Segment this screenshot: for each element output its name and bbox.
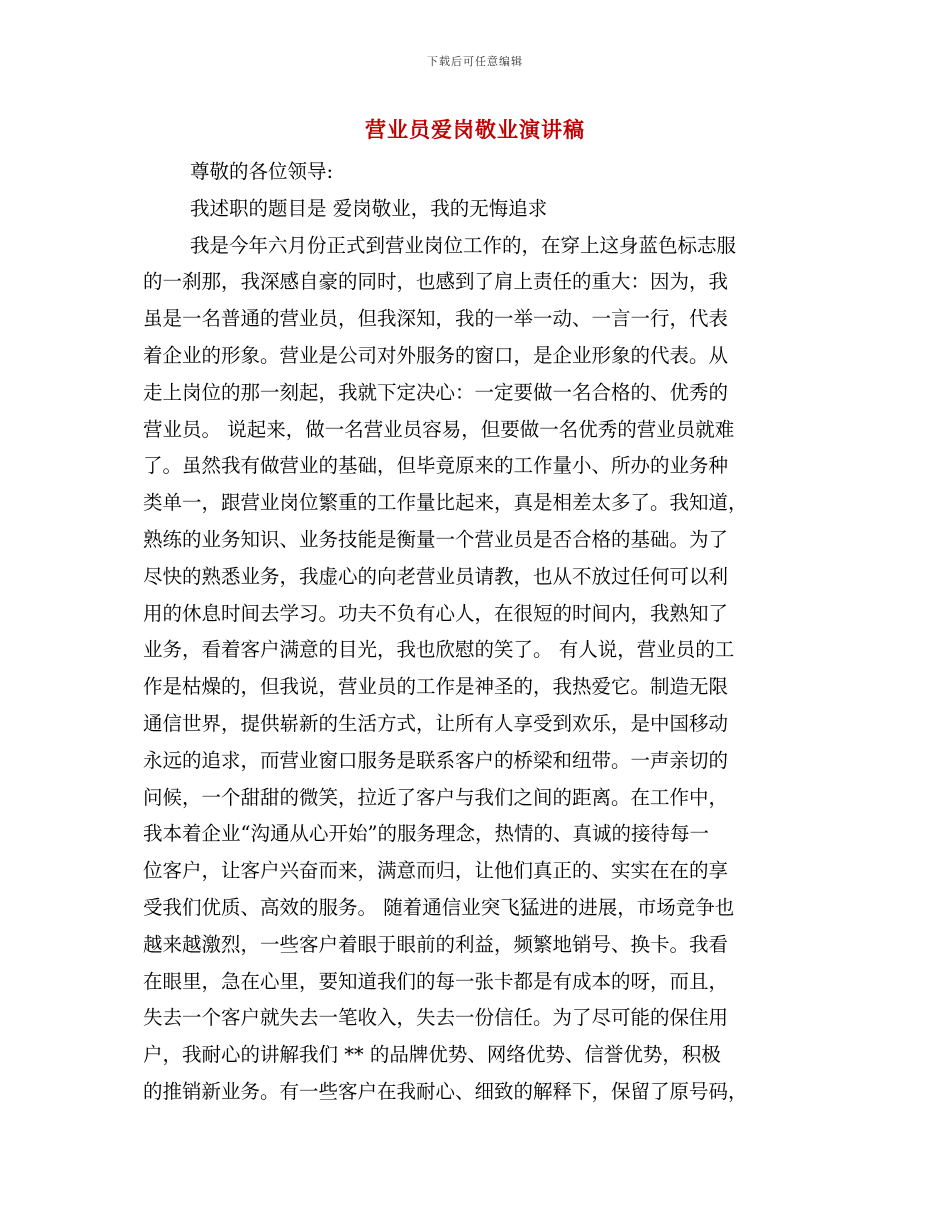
paragraph-line: 的推销新业务。有一些客户在我耐心、细致的解释下，保留了原号码， <box>143 1079 748 1103</box>
paragraph-line: 在眼里，急在心里，要知道我们的每一张卡都是有成本的呀，而且， <box>143 969 729 993</box>
paragraph-line: 走上岗位的那一刻起，我就下定决心：一定要做一名合格的、优秀的 <box>143 380 729 404</box>
paragraph-line: 失去一个客户就失去一笔收入，失去一份信任。为了尽可能的保住用 <box>143 1006 729 1030</box>
paragraph-line: 永远的追求，而营业窗口服务是联系客户的桥梁和纽带。一声亲切的 <box>143 748 729 772</box>
paragraph-line: 我是今年六月份正式到营业岗位工作的，在穿上这身蓝色标志服 <box>190 233 737 257</box>
paragraph-line: 虽是一名普通的营业员，但我深知，我的一举一动、一言一行，代表 <box>143 307 729 331</box>
paragraph-line: 熟练的业务知识、业务技能是衡量一个营业员是否合格的基础。为了 <box>143 527 729 551</box>
paragraph-line: 业务，看着客户满意的目光，我也欣慰的笑了。 有人说，营业员的工 <box>143 638 735 662</box>
paragraph-line: 营业员。 说起来，做一名营业员容易，但要做一名优秀的营业员就难 <box>143 417 735 441</box>
paragraph-line: 通信世界，提供崭新的生活方式，让所有人享受到欢乐，是中国移动 <box>143 711 729 735</box>
paragraph-line: 受我们优质、高效的服务。 随着通信业突飞猛进的进展，市场竞争也 <box>143 895 735 919</box>
paragraph-line: 了。虽然我有做营业的基础，但毕竟原来的工作量小、所办的业务种 <box>143 454 729 478</box>
paragraph-line: 位客户，让客户兴奋而来，满意而归，让他们真正的、实实在在的享 <box>143 859 729 883</box>
document-title: 营业员爱岗敬业演讲稿 <box>365 117 585 142</box>
paragraph-line: 越来越激烈，一些客户着眼于眼前的利益，频繁地销号、换卡。我看 <box>143 932 729 956</box>
paragraph-line: 类单一，跟营业岗位繁重的工作量比起来，真是相差太多了。我知道， <box>143 491 748 515</box>
paragraph-line: 户，我耐心的讲解我们 ** 的品牌优势、网络优势、信誉优势，积极 <box>143 1043 721 1067</box>
paragraph-line: 我本着企业“沟通从心开始”的服务理念，热情的、真诚的接待每一 <box>143 822 709 846</box>
speech-topic: 我述职的题目是 爱岗敬业，我的无悔追求 <box>190 196 548 220</box>
paragraph-line: 作是枯燥的，但我说，营业员的工作是神圣的，我热爱它。制造无限 <box>143 675 729 699</box>
paragraph-line: 尽快的熟悉业务，我虚心的向老营业员请教，也从不放过任何可以利 <box>143 564 729 588</box>
salutation: 尊敬的各位领导: <box>190 160 334 183</box>
page-header: 下载后可任意编辑 <box>427 55 523 68</box>
paragraph-line: 的一刹那，我深感自豪的同时，也感到了肩上责任的重大：因为，我 <box>143 270 729 294</box>
paragraph-line: 用的休息时间去学习。功夫不负有心人，在很短的时间内，我熟知了 <box>143 601 729 625</box>
paragraph-line: 着企业的形象。营业是公司对外服务的窗口，是企业形象的代表。从 <box>143 343 729 367</box>
document-body <box>143 154 803 1111</box>
paragraph-line: 问候，一个甜甜的微笑，拉近了客户与我们之间的距离。在工作中， <box>143 785 729 809</box>
